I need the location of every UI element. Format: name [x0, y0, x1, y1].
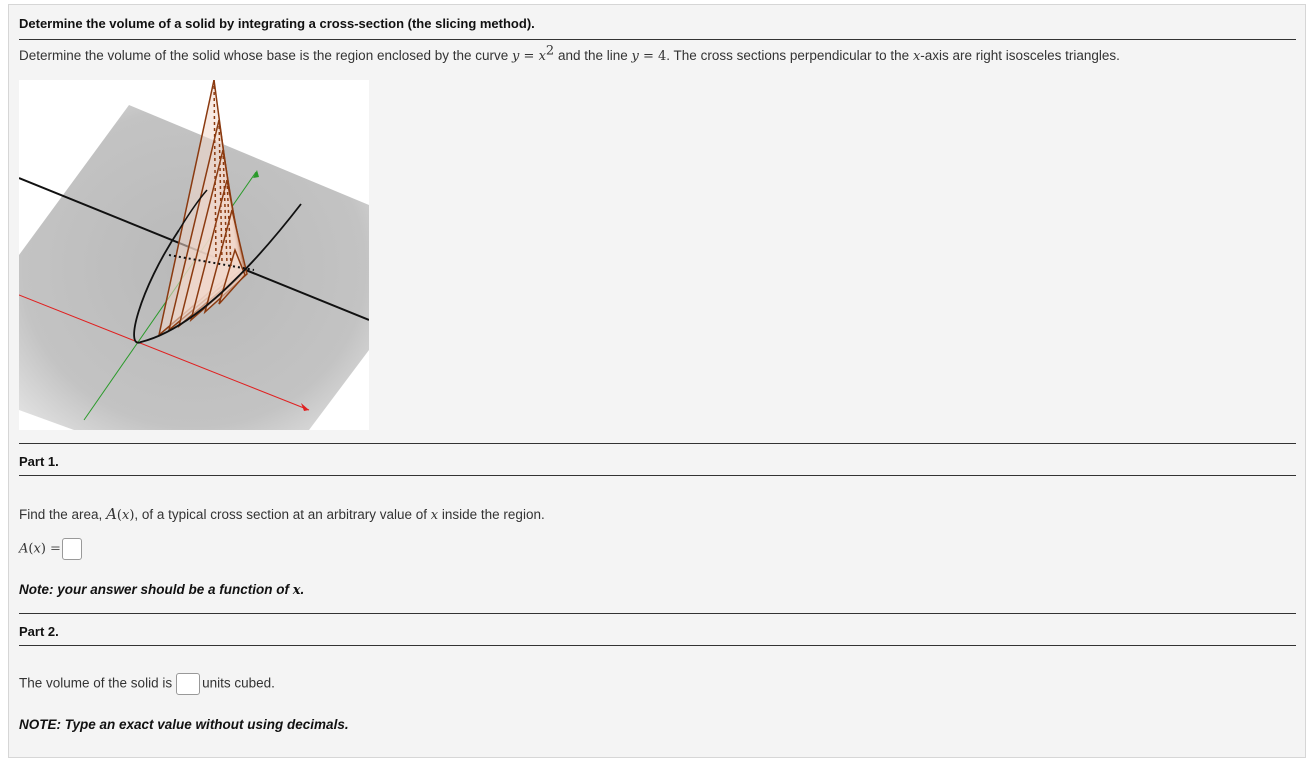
problem-text-suffix-a: . The cross sections perpendicular to the	[666, 48, 913, 63]
area-answer-input[interactable]	[62, 538, 82, 560]
volume-answer-input[interactable]	[176, 673, 200, 695]
problem-text-suffix-b: -axis are right isosceles triangles.	[920, 48, 1120, 63]
part2-top-divider	[19, 613, 1296, 614]
part2-note: NOTE: Type an exact value without using decimals.	[19, 717, 349, 732]
problem-statement	[19, 43, 1120, 64]
axis-variable: x	[912, 49, 921, 64]
part2-label: Part 2.	[19, 624, 59, 639]
answer-function-name: A	[19, 541, 29, 557]
slicing-figure-icon	[19, 80, 369, 430]
title-divider	[19, 39, 1296, 40]
curve-equals: =	[519, 49, 539, 64]
part1-answer-row: A(x) =	[19, 538, 83, 560]
curve-exponent: 2	[545, 43, 555, 59]
curve-rhs: x	[538, 49, 546, 64]
function-name: A	[106, 505, 117, 523]
problem-text-mid: and the line	[554, 48, 632, 63]
part1-prompt: Find the area, A(x), of a typical cross section at an arbitrary value of x inside the region.	[19, 505, 545, 523]
volume-units-text: units cubed.	[202, 675, 275, 691]
question-title: Determine the volume of a solid by integrating a cross-section (the slicing method).	[19, 16, 535, 31]
part1-top-divider	[19, 443, 1296, 444]
curve-lhs: y	[512, 49, 520, 64]
problem-text-prefix: Determine the volume of the solid whose base is the region enclosed by the curve	[19, 48, 513, 63]
volume-prompt-text: The volume of the solid is	[19, 675, 173, 691]
part1-bottom-divider	[19, 475, 1296, 476]
slicing-figure	[19, 80, 369, 430]
line-equals: = 4	[638, 49, 667, 64]
question-panel	[8, 4, 1306, 758]
part2-bottom-divider	[19, 645, 1296, 646]
part1-label: Part 1.	[19, 454, 59, 469]
part2-prompt	[19, 673, 275, 695]
part1-note: Note: your answer should be a function of x.	[19, 582, 305, 598]
line-lhs: y	[631, 49, 639, 64]
